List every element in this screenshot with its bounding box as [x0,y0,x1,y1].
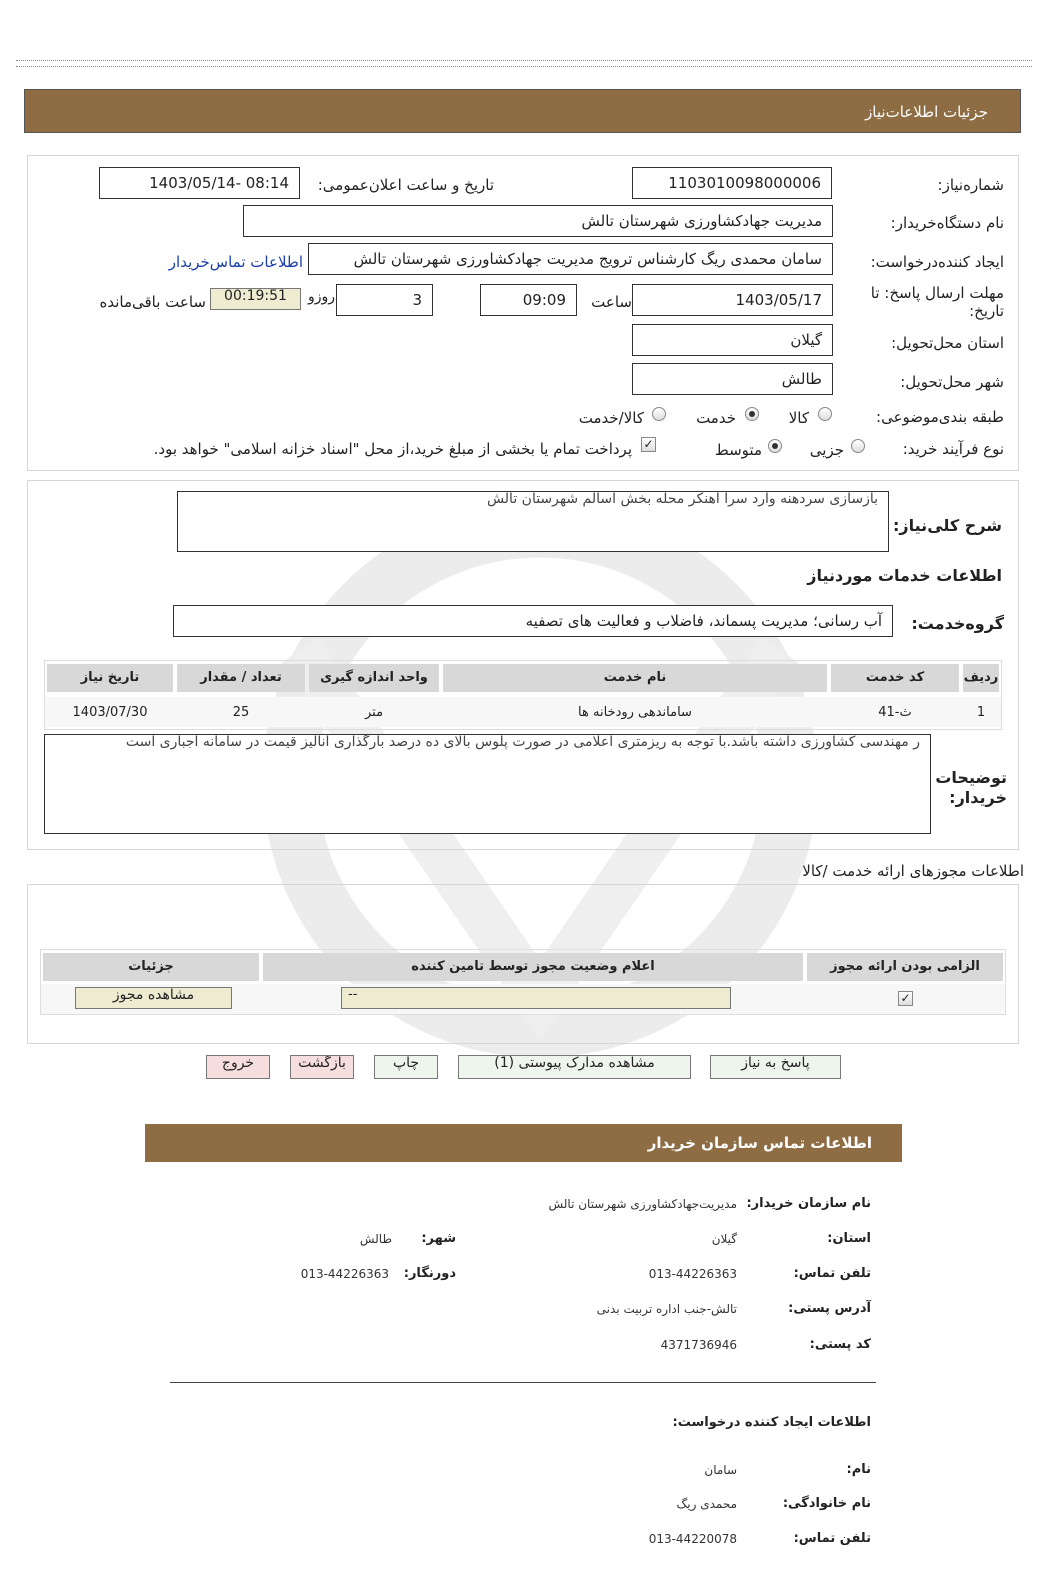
process-radio-medium[interactable] [768,439,782,453]
page-title: جزئیات اطلاعات‌نیاز [865,103,988,121]
buyer-contact-link[interactable]: اطلاعات تماس‌خریدار [168,253,303,271]
back-button[interactable]: بازگشت [290,1055,354,1079]
row-service-name: ساماندهی رودخانه ها [578,705,692,720]
remaining-label: ساعت باقی‌مانده [99,293,206,311]
services-heading: اطلاعات خدمات موردنیاز [807,566,1002,585]
page-header [24,89,1021,133]
contact-province-value: گیلان [711,1232,737,1246]
province-field: گیلان [632,324,833,356]
deadline-label: مهلت ارسال پاسخ: تا تاریخ: [870,284,1004,320]
permit-required-checkbox: ✓ [898,991,913,1006]
contact-org-label: نام سازمان خریدار: [746,1196,871,1211]
row-unit: متر [364,705,384,720]
contact-phone-value: 013-44226363 [648,1267,737,1281]
col-date-header: تاریخ نیاز [47,664,173,692]
category-goods-service-label: کالا/خدمت [578,409,644,427]
process-radio-minor[interactable] [851,439,865,453]
table-row[interactable] [45,697,1001,727]
buyer-org-label: نام دستگاه‌خریدار: [890,214,1004,232]
process-minor-label: جزیی [809,441,844,459]
announce-date-field: 1403/05/14- 08:14 [99,167,300,199]
contact-divider [170,1382,876,1383]
reply-button[interactable]: پاسخ به نیاز [710,1055,841,1079]
contact-province-label: استان: [827,1231,871,1246]
category-service-label: خدمت [696,409,736,427]
creator-field: سامان محمدی ریگ کارشناس ترویج مدیریت جهادکشاورزی شهرستان تالش [308,243,833,275]
row-need-date: 1403/07/30 [72,705,148,720]
city-field: طالش [632,363,833,395]
remaining-timer: 00:19:51 [210,288,301,310]
contact-address-label: آدرس پستی: [788,1301,871,1316]
permit-details-header: جزئیات [43,953,259,981]
contact-title: اطلاعات تماس سازمان خریدار [647,1134,872,1152]
table-row [41,984,1005,1014]
category-goods-label: کالا [788,409,809,427]
contact-postal-label: کد پستی: [809,1337,871,1352]
deadline-time-field: 09:09 [480,284,577,316]
top-divider [16,60,1032,67]
treasury-text: پرداخت تمام یا بخشی از مبلغ خرید،از محل "اسناد خزانه اسلامی" خواهد بود. [153,440,632,458]
requester-phone-label: تلفن تماس: [793,1531,871,1546]
deadline-date-field: 1403/05/17 [632,284,833,316]
contact-fax-value: 013-44226363 [300,1267,389,1281]
col-row-header: ردیف [963,664,999,692]
permit-status-select[interactable]: -- [341,987,731,1009]
col-unit-header: واحد اندازه گیری [309,664,439,692]
permits-heading: اطلاعات مجوزهای ارائه خدمت /کالا [802,862,1024,880]
contact-city-value: طالش [359,1232,392,1246]
view-permit-button[interactable]: مشاهده مجوز [75,987,232,1009]
row-code: ث-41 [878,705,912,720]
days-field: 3 [336,284,433,316]
col-qty-header: تعداد / مقدار [177,664,305,692]
services-table [44,660,1002,730]
days-label: روزو [307,289,335,305]
contact-postal-value: 4371736946 [660,1338,737,1352]
buyer-org-field: مدیریت جهادکشاورزی شهرستان تالش [243,205,833,237]
summary-text: بازسازی سردهنه وارد سرا اهنکر محله بخش اسالم شهرستان تالش [177,491,889,552]
contact-fax-label: دورنگار: [403,1266,456,1281]
contact-header [145,1124,902,1162]
treasury-checkbox[interactable]: ✓ [641,437,656,452]
contact-address-value: تالش-جنب اداره تربیت بدنی [596,1302,737,1316]
category-radio-goods-service[interactable] [652,407,666,421]
buyer-notes-label: توضیحات خریدار: [935,768,1007,807]
process-label: نوع فرآیند خرید: [902,440,1004,458]
requester-family-value: محمدی ریگ [676,1497,737,1511]
permits-table [40,949,1006,1015]
exit-button[interactable]: خروج [206,1055,270,1079]
service-group-field: آب رسانی؛ مدیریت پسماند، فاضلاب و فعالیت های تصفیه [173,605,893,637]
requester-phone-value: 013-44220078 [648,1532,737,1546]
city-label: شهر محل‌تحویل: [900,373,1004,391]
view-attachments-button[interactable]: مشاهده مدارک پیوستی (1) [458,1055,691,1079]
permit-status-header: اعلام وضعیت مجوز توسط تامین کننده [263,953,803,981]
process-medium-label: متوسط [714,441,762,459]
contact-org-value: مدیریت‌جهادکشاورزی شهرستان تالش [548,1197,737,1211]
row-quantity: 25 [232,705,250,720]
creator-label: ایجاد کننده‌درخواست: [870,253,1004,271]
col-code-header: کد خدمت [831,664,959,692]
buyer-notes-text: ر مهندسی کشاورزی داشته باشد.با توجه به ریزمتری اعلامی در صورت پلوس بالای ده درصد بارگذاری انالیز قیمت در سامانه اجباری است [44,734,931,834]
requester-family-label: نام خانوادگی: [782,1496,871,1511]
permit-required-header: الزامی بودن ارائه مجوز [807,953,1003,981]
contact-phone-label: تلفن تماس: [793,1266,871,1281]
category-radio-goods[interactable] [818,407,832,421]
need-number-label: شماره‌نیاز: [937,176,1004,194]
col-name-header: نام خدمت [443,664,827,692]
summary-label: شرح کلی‌نیاز: [893,516,1002,535]
requester-title: اطلاعات ایجاد کننده درخواست: [672,1415,871,1430]
requester-name-value: سامان [704,1463,737,1477]
deadline-time-label: ساعت [591,293,632,311]
need-number-field: 1103010098000006 [632,167,832,199]
announce-date-label: تاریخ و ساعت اعلان‌عمومی: [317,176,494,194]
category-radio-service[interactable] [745,407,759,421]
row-number: 1 [976,705,986,720]
province-label: استان محل‌تحویل: [891,334,1004,352]
print-button[interactable]: چاپ [374,1055,438,1079]
category-label: طبقه بندی‌موضوعی: [876,408,1004,426]
requester-name-label: نام: [846,1462,871,1477]
service-group-label: گروه‌خدمت: [911,614,1004,633]
contact-city-label: شهر: [421,1231,456,1246]
